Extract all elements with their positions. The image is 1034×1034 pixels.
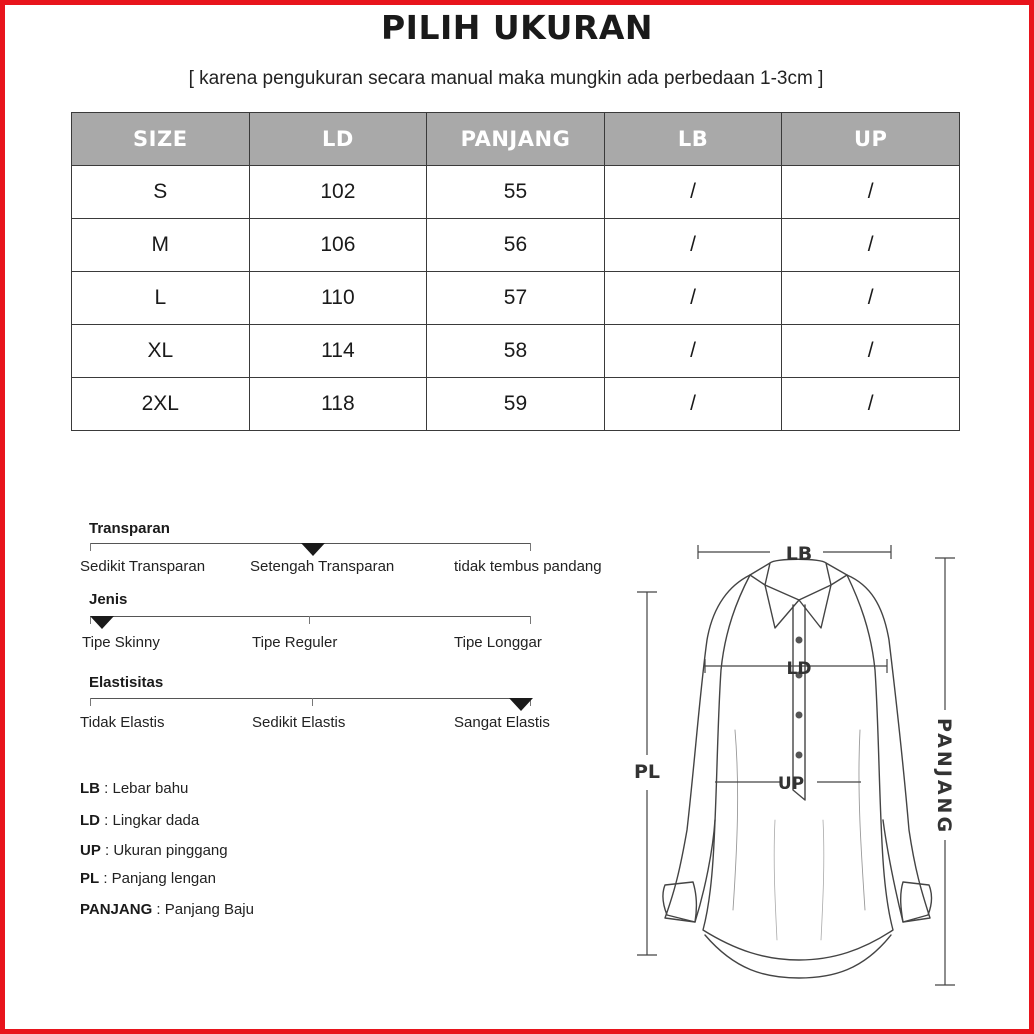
elastisitas-option-sedikit: Sedikit Elastis: [252, 714, 346, 731]
table-row: [72, 272, 960, 325]
elastisitas-tick-start: [90, 698, 91, 706]
elastisitas-scale-label: Elastisitas: [89, 674, 164, 691]
shirt-measurement-diagram: [625, 530, 970, 995]
cell-size: 2XL: [72, 378, 250, 431]
cell-up: /: [782, 325, 960, 378]
elastisitas-scale-line: [90, 698, 531, 699]
col-header-ld: LD: [249, 113, 427, 166]
elastisitas-selected-marker-icon: [509, 698, 533, 711]
transparan-option-tidak-tembus: tidak tembus pandang: [454, 558, 602, 575]
shirt-buttons-icon: [796, 637, 803, 759]
legend-desc: : Panjang lengan: [99, 870, 216, 887]
cell-panjang: 57: [427, 272, 605, 325]
jenis-option-longgar: Tipe Longgar: [454, 634, 542, 651]
transparan-tick-end: [530, 543, 531, 551]
transparan-option-setengah: Setengah Transparan: [250, 558, 395, 575]
cell-up: /: [782, 166, 960, 219]
jenis-tick-mid: [309, 616, 310, 624]
legend-abbr: PL: [80, 870, 100, 887]
table-row: [72, 219, 960, 272]
col-header-size: SIZE: [72, 113, 250, 166]
cell-up: /: [782, 272, 960, 325]
transparan-selected-marker-icon: [301, 543, 325, 556]
legend-desc: : Lingkar dada: [100, 812, 200, 829]
shirt-outline-icon: [663, 559, 932, 978]
cell-lb: /: [604, 166, 782, 219]
cell-size: L: [72, 272, 250, 325]
size-chart-table: [71, 112, 960, 431]
table-row: [72, 166, 960, 219]
cell-size: S: [72, 166, 250, 219]
col-header-lb: LB: [604, 113, 782, 166]
cell-lb: /: [604, 325, 782, 378]
transparan-option-sedikit: Sedikit Transparan: [80, 558, 206, 575]
legend-item-lb: [80, 780, 188, 797]
jenis-scale-label: Jenis: [89, 591, 128, 608]
cell-ld: 110: [249, 272, 427, 325]
table-row: [72, 378, 960, 431]
jenis-scale-line: [90, 616, 531, 617]
legend-desc: : Panjang Baju: [152, 901, 254, 918]
cell-panjang: 55: [427, 166, 605, 219]
up-label: UP: [777, 774, 805, 794]
jenis-option-reguler: Tipe Reguler: [252, 634, 338, 651]
ld-label: LD: [786, 659, 812, 679]
cell-size: XL: [72, 325, 250, 378]
cell-size: M: [72, 219, 250, 272]
jenis-selected-marker-icon: [90, 616, 114, 629]
cell-lb: /: [604, 272, 782, 325]
col-header-panjang: PANJANG: [427, 113, 605, 166]
elastisitas-option-tidak: Tidak Elastis: [80, 714, 165, 731]
panjang-label: PANJANG: [933, 718, 955, 836]
cell-panjang: 56: [427, 219, 605, 272]
legend-item-pl: [80, 870, 216, 887]
table-header-row: [72, 113, 960, 166]
cell-panjang: 59: [427, 378, 605, 431]
cell-ld: 102: [249, 166, 427, 219]
cell-panjang: 58: [427, 325, 605, 378]
legend-abbr: LD: [80, 812, 100, 829]
table-row: [72, 325, 960, 378]
col-header-up: UP: [782, 113, 960, 166]
legend-item-up: [80, 842, 228, 859]
transparan-tick-start: [90, 543, 91, 551]
elastisitas-tick-mid: [312, 698, 313, 706]
elastisitas-option-sangat: Sangat Elastis: [454, 714, 550, 731]
cell-ld: 114: [249, 325, 427, 378]
cell-ld: 118: [249, 378, 427, 431]
legend-abbr: UP: [80, 842, 101, 859]
cell-up: /: [782, 378, 960, 431]
pl-label: PL: [633, 761, 661, 783]
lb-label: LB: [785, 543, 813, 565]
legend-item-panjang: [80, 901, 254, 918]
measurement-note: [ karena pengukuran secara manual maka mungkin ada perbedaan 1-3cm ]: [188, 68, 824, 89]
cell-ld: 106: [249, 219, 427, 272]
page-title: PILIH UKURAN: [380, 8, 654, 47]
legend-abbr: PANJANG: [80, 901, 153, 918]
transparan-scale-label: Transparan: [89, 520, 170, 537]
legend-desc: : Ukuran pinggang: [100, 842, 228, 859]
cell-lb: /: [604, 378, 782, 431]
legend-desc: : Lebar bahu: [100, 780, 189, 797]
legend-item-ld: [80, 812, 199, 829]
jenis-option-skinny: Tipe Skinny: [82, 634, 160, 651]
jenis-tick-end: [530, 616, 531, 624]
cell-lb: /: [604, 219, 782, 272]
cell-up: /: [782, 219, 960, 272]
legend-abbr: LB: [80, 780, 100, 797]
